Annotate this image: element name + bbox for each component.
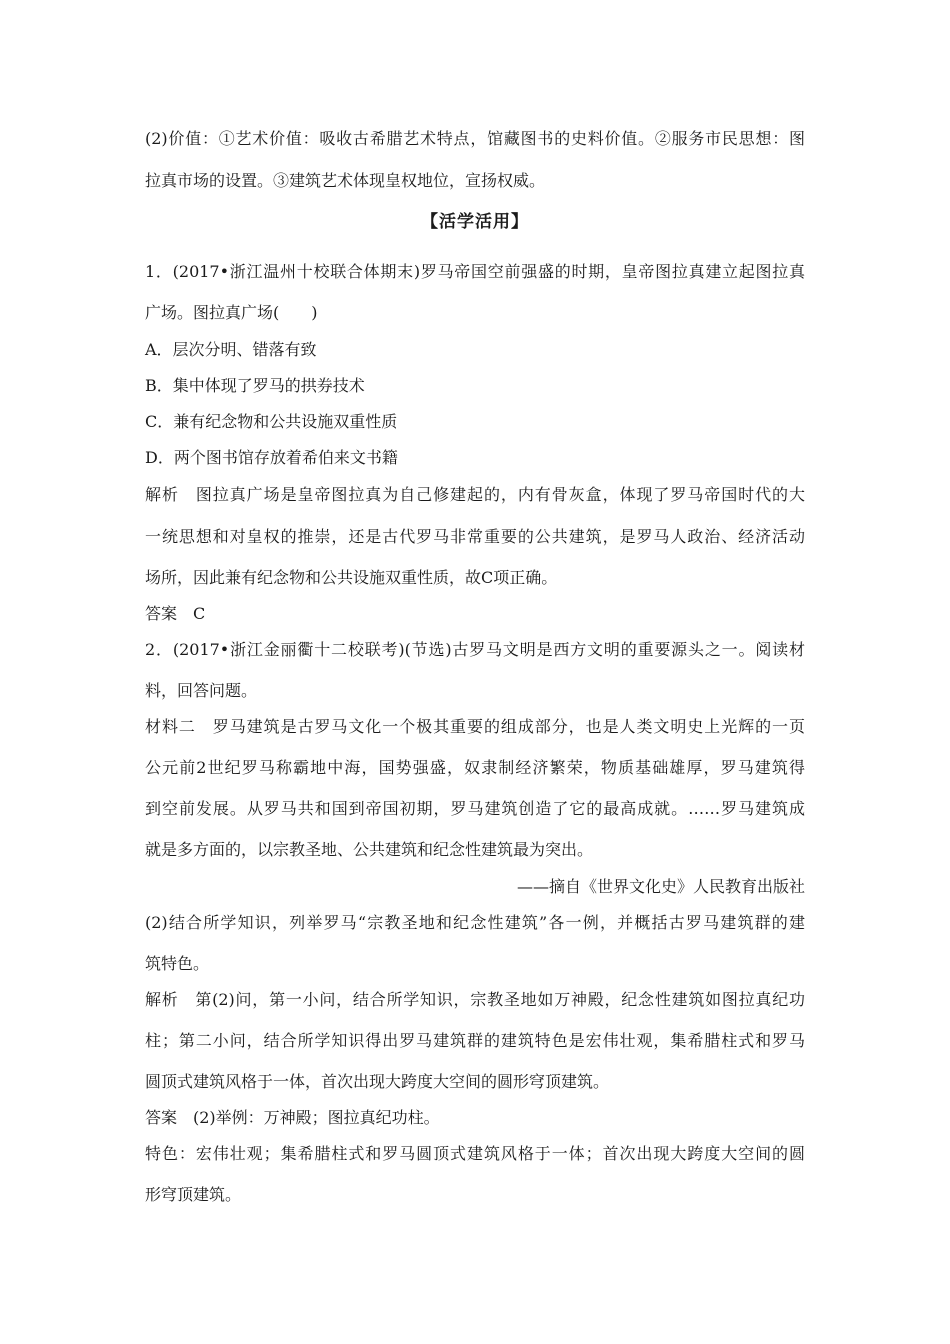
q1-option-a: A．层次分明、错落有致 <box>145 340 317 359</box>
q1-stem-line-1: 1．(2017•浙江温州十校联合体期末)罗马帝国空前强盛的时期，皇帝图拉真建立起图拉真 <box>145 262 805 281</box>
q2-material-line-2: 公元前2世纪罗马称霸地中海，国势强盛，奴隶制经济繁荣，物质基础雄厚，罗马建筑得 <box>145 758 805 777</box>
q1-stem-line-2: 广场。图拉真广场( ) <box>145 303 318 322</box>
q1-option-c: C．兼有纪念物和公共设施双重性质 <box>145 412 398 431</box>
section-heading: 【活学活用】 <box>421 212 529 232</box>
q2-question-line-1: (2)结合所学知识，列举罗马“宗教圣地和纪念性建筑”各一例，并概括古罗马建筑群的建 <box>145 913 805 932</box>
q2-material-line-1: 材料二 罗马建筑是古罗马文化一个极其重要的组成部分，也是人类文明史上光辉的一页 <box>145 717 805 736</box>
q2-analysis-line-1: 解析 第(2)问，第一小问，结合所学知识，宗教圣地如万神殿，纪念性建筑如图拉真纪功 <box>145 990 805 1009</box>
q1-analysis-line-3: 场所，因此兼有纪念物和公共设施双重性质，故C项正确。 <box>145 568 558 587</box>
q2-stem-line-1: 2．(2017•浙江金丽衢十二校联考)(节选)古罗马文明是西方文明的重要源头之一。阅读材 <box>145 640 805 659</box>
q2-material-line-3: 到空前发展。从罗马共和国到帝国初期，罗马建筑创造了它的最高成就。……罗马建筑成 <box>145 799 805 818</box>
q2-analysis-line-2: 柱；第二小问，结合所学知识得出罗马建筑群的建筑特色是宏伟壮观，集希腊柱式和罗马 <box>145 1031 805 1050</box>
value-line-1: (2)价值：①艺术价值：吸收古希腊艺术特点，馆藏图书的史料价值。②服务市民思想：图 <box>145 129 805 148</box>
q1-analysis-line-2: 一统思想和对皇权的推崇，还是古代罗马非常重要的公共建筑，是罗马人政治、经济活动 <box>145 527 805 546</box>
q2-features-line-1: 特色：宏伟壮观；集希腊柱式和罗马圆顶式建筑风格于一体；首次出现大跨度大空间的圆 <box>145 1144 805 1163</box>
q2-stem-line-2: 料，回答问题。 <box>145 681 258 700</box>
q2-material-source: ——摘自《世界文化史》人民教育出版社 <box>516 877 805 896</box>
q2-material-line-4: 就是多方面的，以宗教圣地、公共建筑和纪念性建筑最为突出。 <box>145 840 594 859</box>
q2-question-line-2: 筑特色。 <box>145 954 210 973</box>
q2-analysis-line-3: 圆顶式建筑风格于一体，首次出现大跨度大空间的圆形穹顶建筑。 <box>145 1072 610 1091</box>
q2-answer: 答案 (2)举例：万神殿；图拉真纪功柱。 <box>145 1108 440 1127</box>
value-line-2: 拉真市场的设置。③建筑艺术体现皇权地位，宣扬权威。 <box>145 171 546 190</box>
q1-option-d: D．两个图书馆存放着希伯来文书籍 <box>145 448 398 467</box>
q2-features-line-2: 形穹顶建筑。 <box>145 1185 242 1204</box>
q1-option-b: B．集中体现了罗马的拱券技术 <box>145 376 365 395</box>
q1-analysis-line-1: 解析 图拉真广场是皇帝图拉真为自己修建起的，内有骨灰盒，体现了罗马帝国时代的大 <box>145 485 805 504</box>
q1-answer: 答案 C <box>145 604 206 623</box>
